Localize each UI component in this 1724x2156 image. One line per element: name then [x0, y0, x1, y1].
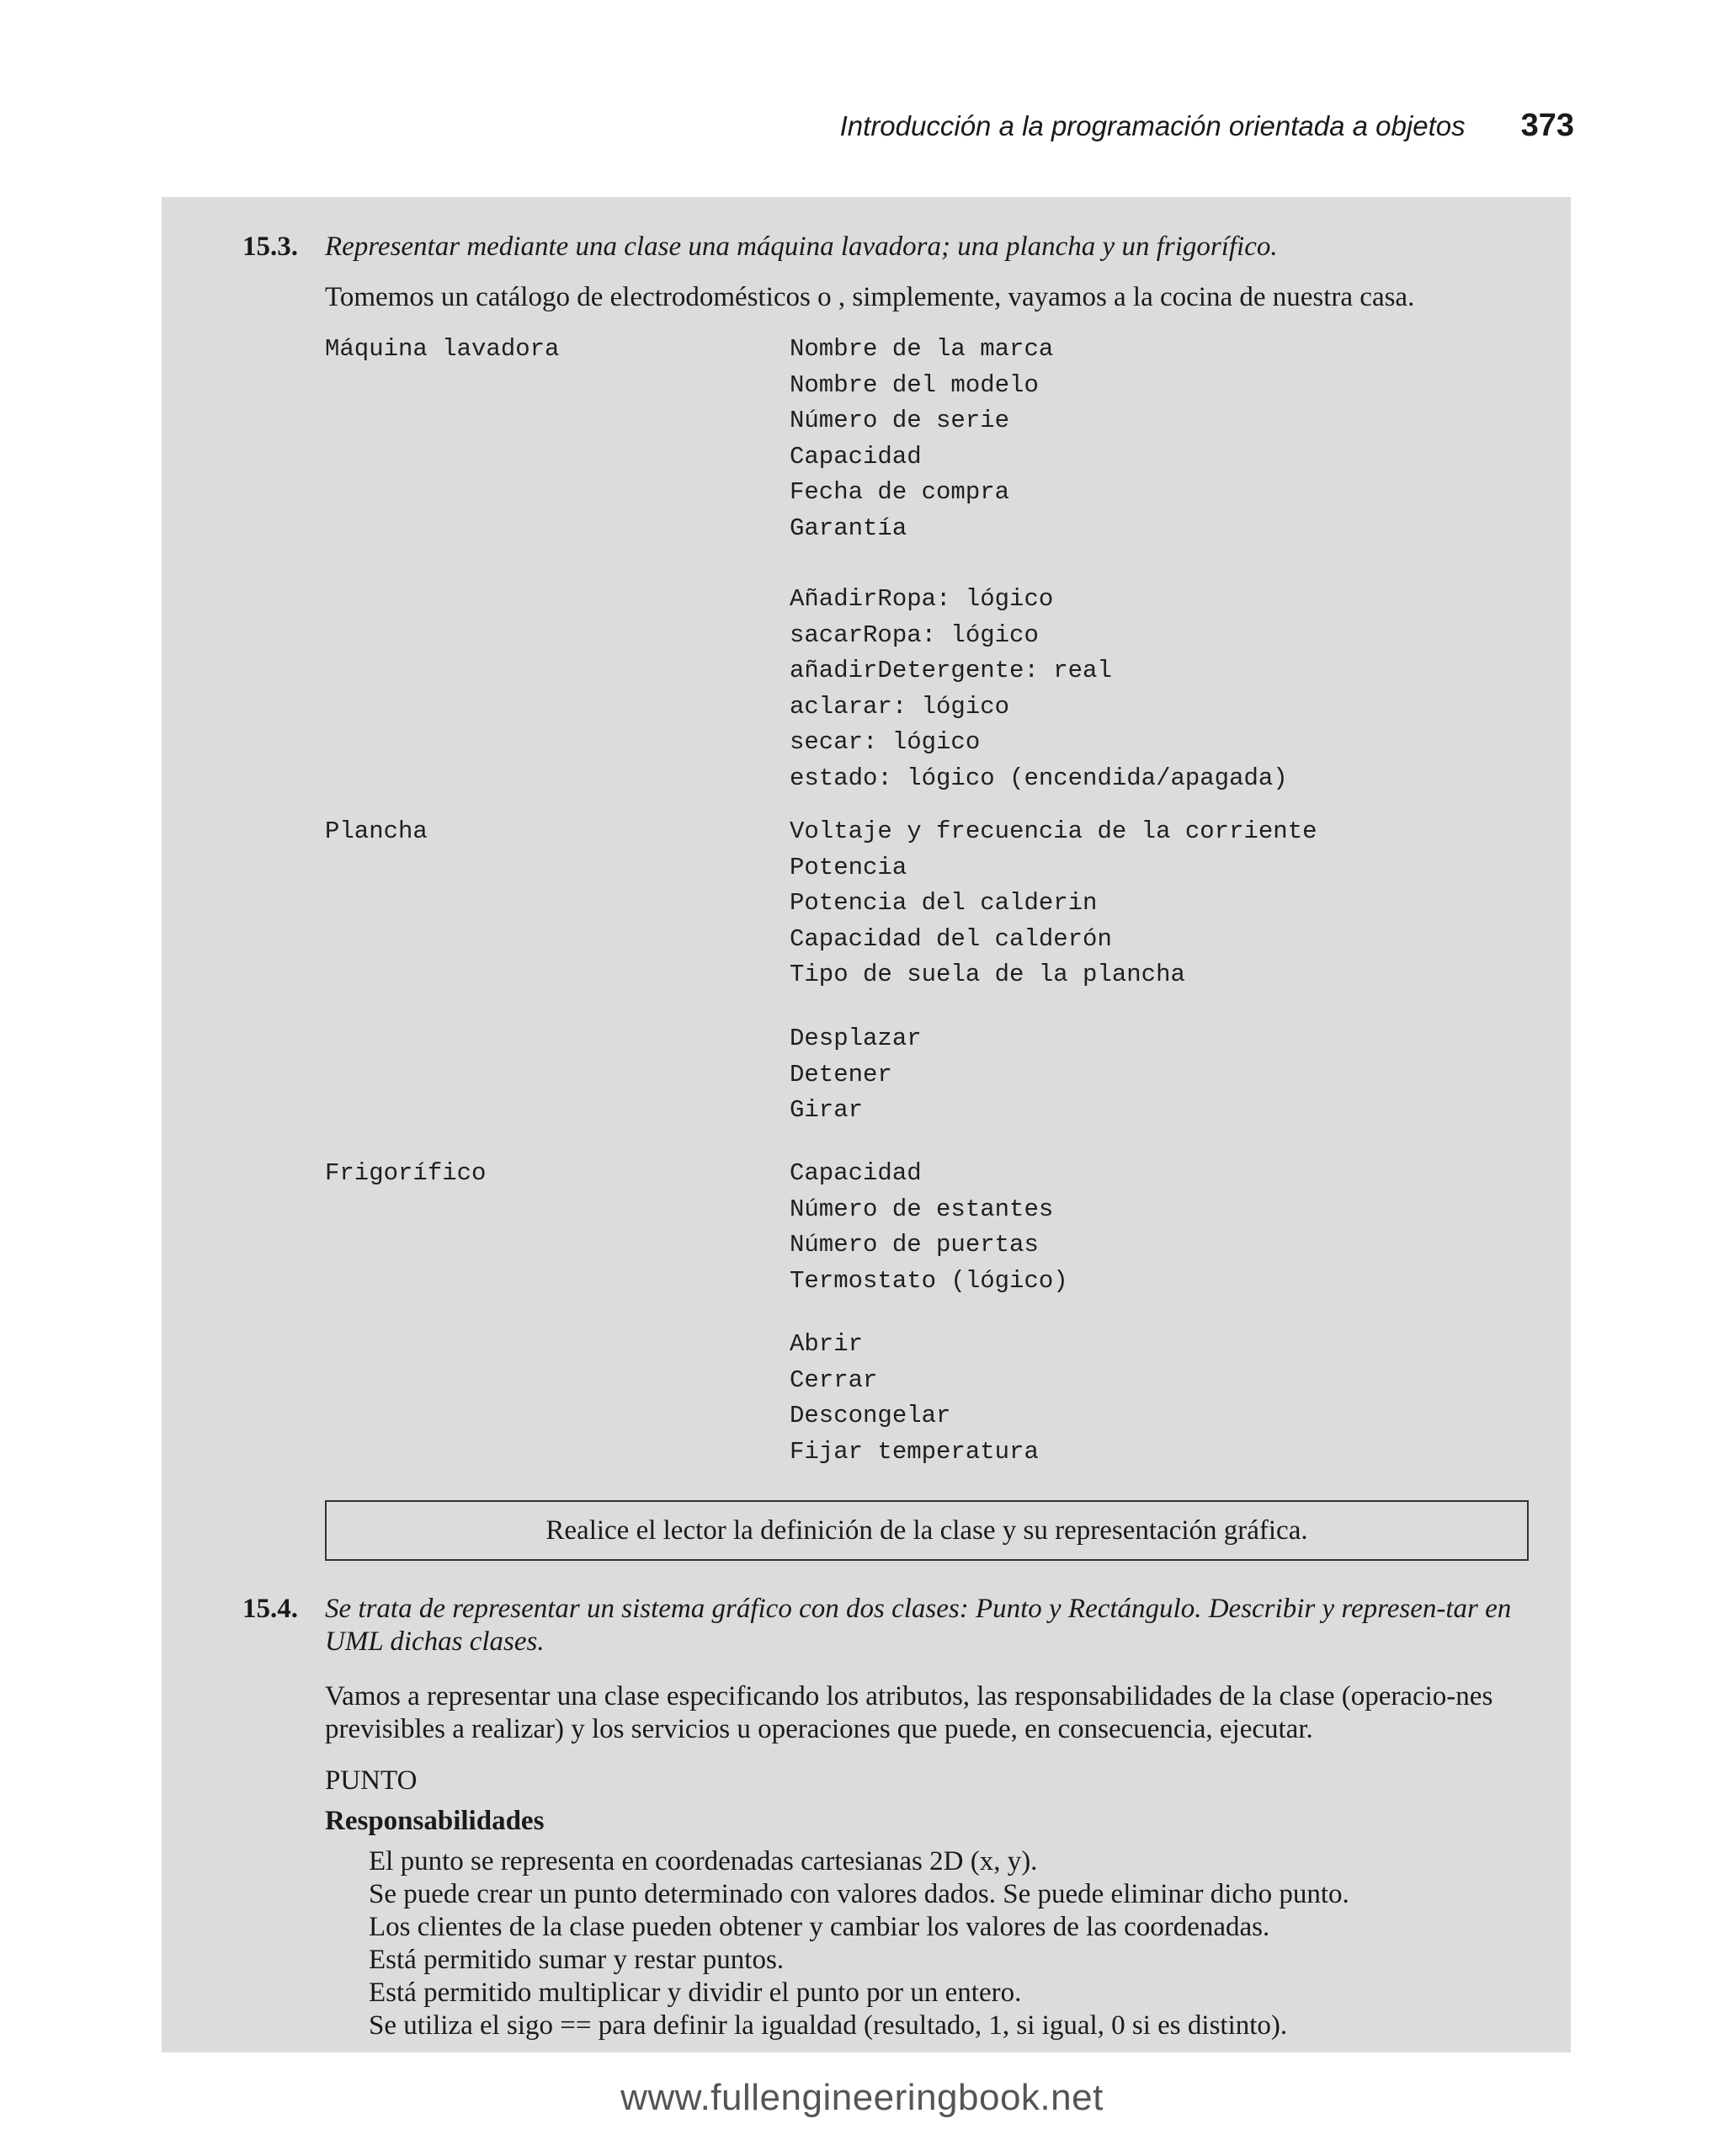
- exercise-intro: Tomemos un catálogo de electrodomésticos o , simplemente, vayamos a la cocina de nuestra casa.: [325, 282, 1415, 312]
- attribute-list: [790, 332, 1053, 546]
- operation: Descongelar: [790, 1402, 951, 1429]
- operation: estado: lógico (encendida/apagada): [790, 764, 1288, 792]
- page-header: [0, 108, 1574, 144]
- attribute: Nombre del modelo: [790, 370, 1039, 399]
- exercise-15-4-heading: [242, 1593, 1529, 1658]
- running-title: Introducción a la programación orientada a objetos: [839, 110, 1466, 141]
- operation: secar: lógico: [790, 728, 981, 756]
- list-item: Se utiliza el sigo == para definir la igualdad (resultado, 1, si igual, 0 si es distinto).: [369, 2010, 1288, 2041]
- list-item: Está permitido sumar y restar puntos.: [369, 1945, 785, 1975]
- exercise-panel: [162, 197, 1571, 2052]
- exercise-15-3-heading: [242, 231, 1529, 264]
- attribute: Fecha de compra: [790, 478, 1010, 506]
- attribute-list: [790, 1156, 1068, 1299]
- operation: Desplazar: [790, 1025, 922, 1052]
- attribute: Número de puertas: [790, 1231, 1039, 1259]
- operation: AñadirRopa: lógico: [790, 585, 1054, 613]
- attribute: Voltaje y frecuencia de la corriente: [790, 817, 1317, 845]
- exercise-note: Realice el lector la definición de la clase y su representación gráfica.: [545, 1515, 1308, 1546]
- class-plancha: [325, 814, 1503, 1126]
- attribute: Potencia del calderin: [790, 889, 1098, 917]
- page-number: 373: [1520, 108, 1574, 143]
- operation: añadirDetergente: real: [790, 657, 1112, 684]
- operation-list: [790, 582, 1288, 796]
- operation: Girar: [790, 1096, 864, 1124]
- operation: aclarar: lógico: [790, 692, 1010, 721]
- attribute: Garantía: [790, 514, 907, 542]
- exercise-statement: Representar mediante una clase una máquina lavadora; una plancha y un frigorífico.: [325, 232, 1278, 262]
- exercise-number: 15.4.: [242, 1594, 298, 1624]
- attribute: Capacidad: [790, 442, 922, 471]
- class-frigorifico: [325, 1156, 1503, 1467]
- operation: Abrir: [790, 1330, 864, 1358]
- list-item: Se puede crear un punto determinado con valores dados. Se puede eliminar dicho punto.: [369, 1879, 1349, 1909]
- list-item: Está permitido multiplicar y dividir el punto por un entero.: [369, 1978, 1022, 2008]
- class-title: PUNTO: [325, 1765, 418, 1796]
- class-name: Máquina lavadora: [325, 335, 560, 363]
- attribute: Termostato (lógico): [790, 1266, 1068, 1295]
- operation: Cerrar: [790, 1365, 878, 1394]
- operation-list: [790, 1327, 1039, 1470]
- attribute: Capacidad: [790, 1159, 922, 1187]
- footer-url: www.fullengineeringbook.net: [620, 2077, 1104, 2118]
- exercise-statement: Se trata de representar un sistema gráfico con dos clases: Punto y Rectángulo. Describir y represen-tar en UML dichas clases.: [325, 1594, 1512, 1657]
- operation: Detener: [790, 1060, 892, 1089]
- responsibilities-list: [369, 1845, 1349, 2042]
- attribute: Tipo de suela de la plancha: [790, 961, 1185, 988]
- exercise-number: 15.3.: [242, 232, 298, 262]
- attribute: Capacidad del calderón: [790, 924, 1112, 953]
- class-name: Plancha: [325, 817, 428, 845]
- list-item: El punto se representa en coordenadas cartesianas 2D (x, y).: [369, 1846, 1038, 1877]
- class-name: Frigorífico: [325, 1159, 487, 1187]
- attribute: Número de serie: [790, 407, 1010, 434]
- exercise-intro: Vamos a representar una clase especificando los atributos, las responsabilidades de la clase (operacio-nes previsibles a realizar) y los servicios u operaciones que puede, en consecuencia, ejecutar.: [325, 1681, 1493, 1744]
- exercise-note-box: [325, 1500, 1529, 1561]
- attribute: Nombre de la marca: [790, 335, 1054, 363]
- responsibilities-heading: Responsabilidades: [325, 1806, 545, 1836]
- attribute-list: [790, 814, 1317, 993]
- class-lavadora: [325, 332, 1503, 795]
- list-item: Los clientes de la clase pueden obtener y cambiar los valores de las coordenadas.: [369, 1912, 1270, 1942]
- operation: Fijar temperatura: [790, 1437, 1039, 1466]
- attribute: Número de estantes: [790, 1195, 1054, 1223]
- attribute: Potencia: [790, 853, 907, 881]
- operation-list: [790, 1021, 922, 1129]
- operation: sacarRopa: lógico: [790, 620, 1039, 649]
